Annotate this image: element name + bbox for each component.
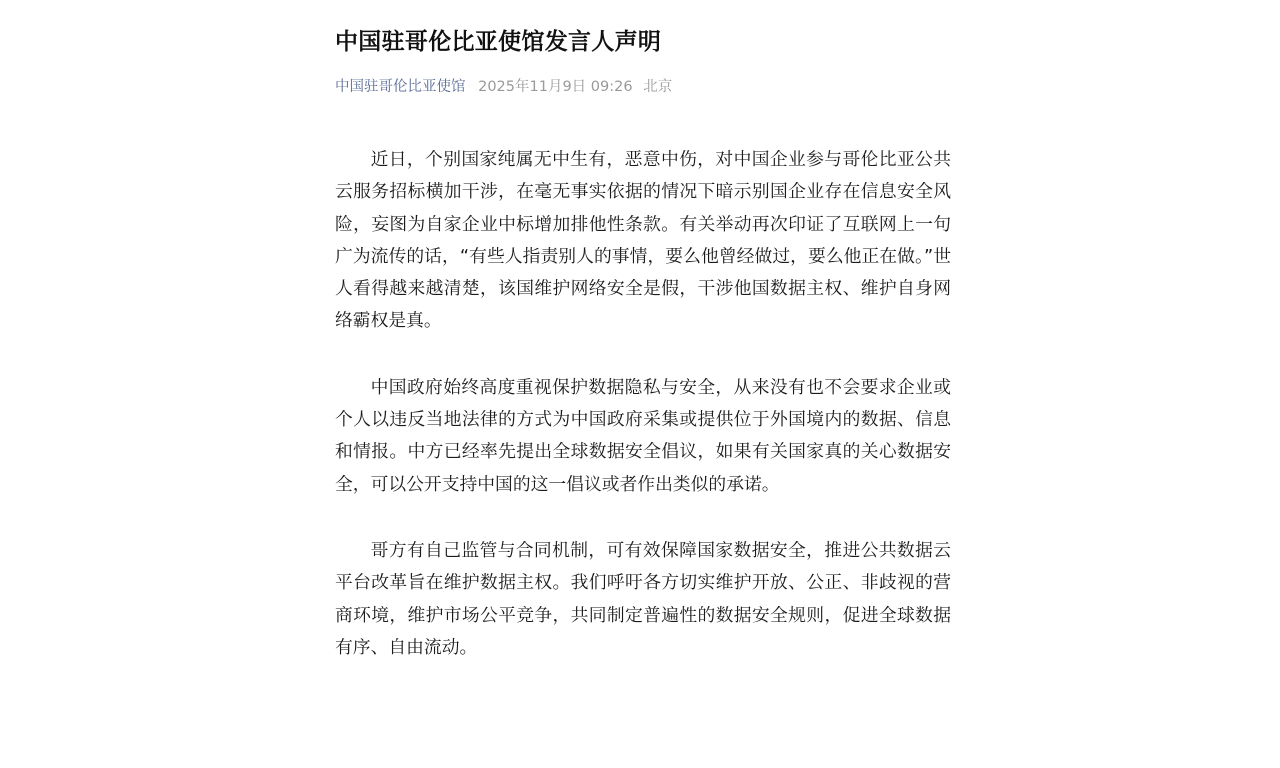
publish-location: 北京: [643, 79, 673, 95]
article: [335, 22, 951, 698]
paragraph-3: 哥方有自己监管与合同机制，可有效保障国家数据安全，推进公共数据云平台改革旨在维护数据主权。我们呼吁各方切实维护开放、公正、非歧视的营商环境，维护市场公平竞争，共同制定普遍性的数据安全规则，促进全球数据有序、自由流动。: [335, 539, 951, 658]
paragraph-2: 中国政府始终高度重视保护数据隐私与安全，从来没有也不会要求企业或个人以违反当地法律的方式为中国政府采集或提供位于外国境内的数据、信息和情报。中方已经率先提出全球数据安全倡议，如果有关国家真的关心数据安全，可以公开支持中国的这一倡议或者作出类似的承诺。: [335, 376, 951, 495]
article-title: 中国驻哥伦比亚使馆发言人声明: [335, 29, 662, 55]
publish-date: 2025年11月9日 09:26: [478, 79, 633, 95]
article-meta: [335, 76, 951, 98]
paragraph-1: 近日，个别国家纯属无中生有，恶意中伤，对中国企业参与哥伦比亚公共云服务招标横加干涉，在毫无事实依据的情况下暗示别国企业存在信息安全风险，妄图为自家企业中标增加排他性条款。有关举动再次印证了互联网上一句广为流传的话，“有些人指责别人的事情，要么他曾经做过，要么他正在做。”世人看得越来越清楚，该国维护网络安全是假，干涉他国数据主权、维护自身网络霸权是真。: [335, 149, 951, 332]
article-body: [335, 144, 951, 664]
author-link[interactable]: 中国驻哥伦比亚使馆: [335, 79, 466, 95]
